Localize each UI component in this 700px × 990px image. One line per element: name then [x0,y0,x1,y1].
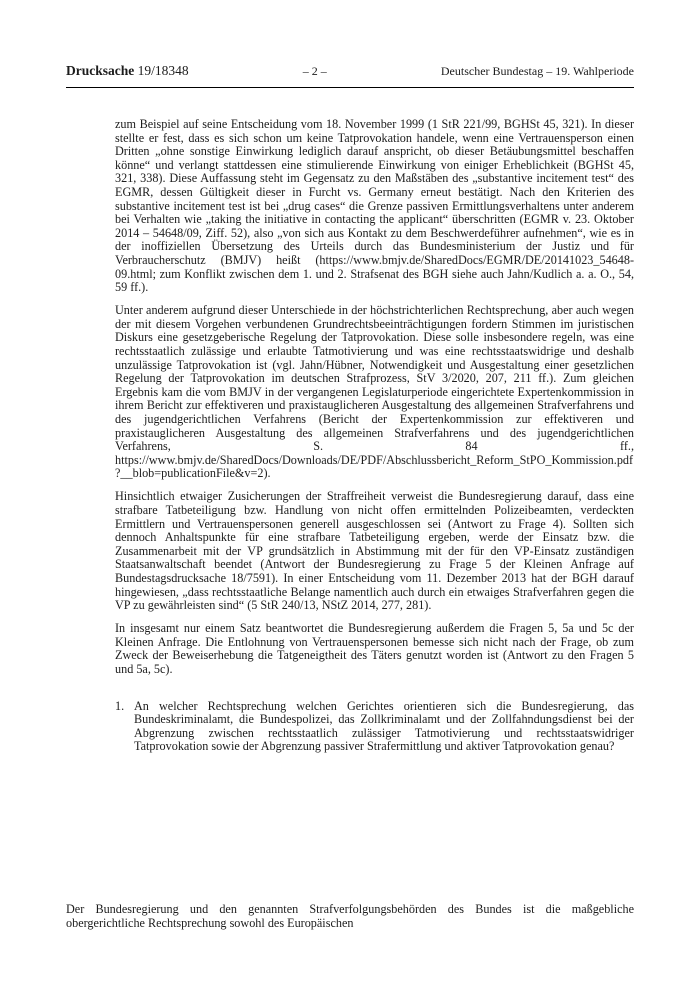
doc-number: 19/18348 [137,63,189,78]
question-item [115,700,634,754]
doc-reference [66,63,189,79]
paragraph: zum Beispiel auf seine Entscheidung vom 18. November 1999 (1 StR 221/99, BGHSt 45, 321). In dieser stellte er fest, dass es sich schon um keine Tatprovokation handele, wenn eine Vertrauensperson einen Dritten „ohne sonstige Einwirkung lediglich darauf anspricht, ob dieser Betäubungsmittel beschaffen könne“ und verlangt stattdessen eine stimulierende Einwirkung von einiger Erheblichkeit (BGHSt 45, 321, 338). Diese Auffassung steht im Gegensatz zu den Maßstäben des „substantive incitement test“ des EGMR, dessen Gültigkeit dieser in Furcht vs. Germany erneut bestätigt. Nach den Kriterien des substantive incitement test ist bei „drug cases“ die Grenze passiven Ermittlungsverhaltens unter anderem bei Verhalten wie „taking the initiative in contacting the applicant“ überschritten (EGMR v. 23. Oktober 2014 – 54648/09, Ziff. 52), also „von sich aus Kontakt zu dem Beschwerdeführer aufnehmen“, wie es in der inoffiziellen Übersetzung des Urteils durch das Bundesministerium der Justiz und für Verbraucherschutz (BMJV) heißt (https://www.bmjv.de/SharedDocs/EGMR/DE/20141023_54648-09.html; zum Konflikt zwischen dem 1. und 2. Strafsenat des BGH siehe auch Jahn/Kudlich a. a. O., 54, 59 ff.). [115,117,634,295]
header-divider [66,87,634,88]
doc-type-label: Drucksache [66,63,135,78]
question-number: 1. [115,698,125,713]
question-text: An welcher Rechtsprechung welchen Gerichtes orientieren sich die Bundesregierung, das Bundeskriminalamt, die Bundespolizei, das Zollkriminalamt und der Zollfahndungsdienst bei der Abgrenzung zwischen rechtsstaatlich zulässiger Tatmotivierung und rechtsstaatswidriger Tatprovokation sowie der Abgrenzung passiver Strafermittlung und aktiver Tatprovokation genau? [134,698,634,754]
paragraph: Hinsichtlich etwaiger Zusicherungen der Straffreiheit verweist die Bundesregierung darauf, dass eine strafbare Tatbeteiligung bzw. Handlung von nicht offen ermittelnden Polizeibeamten, verdeckten Ermittlern und Vertrauenspersonen generell ausgeschlossen sei (Antwort zu Frage 4). Sollten sich dennoch Anhaltspunkte für eine strafbare Tatbeteiligung ergeben, werde der Einsatz bzw. die Zusammenarbeit mit der VP grundsätzlich in Abstimmung mit der für den VP-Einsatz zuständigen Staatsanwaltschaft beendet (Antwort der Bundesregierung zu Frage 5 der Kleinen Anfrage auf Bundestagsdrucksache 18/7591). In einer Entscheidung vom 11. Dezember 2013 hat der BGH darauf hingewiesen, „dass rechtsstaatliche Belange namentlich auch durch ein etwaiges Strafverfahren gegen die VP zu gewährleisten sind“ (5 StR 240/13, NStZ 2014, 277, 281). [115,489,634,613]
parliament-label: Deutscher Bundestag – 19. Wahlperiode [440,64,634,78]
closing-paragraph: Der Bundesregierung und den genannten Strafverfolgungsbehörden des Bundes ist die maßgebliche obergerichtliche Rechtsprechung sowohl des Europäischen [66,902,634,930]
paragraph: In insgesamt nur einem Satz beantwortet die Bundesregierung außerdem die Fragen 5, 5a und 5c der Kleinen Anfrage. Die Entlohnung von Vertrauenspersonen bemesse sich nicht nach der Frage, ob zum Zweck der Beweiserhebung die Tatgeneigtheit des Täters genutzt worden ist (Antwort zu den Fragen 5 und 5a, 5c). [115,621,634,677]
page-header [66,63,634,79]
document-body [115,118,634,754]
paragraph: Unter anderem aufgrund dieser Unterschiede in der höchstrichterlichen Rechtsprechung, aber auch wegen der mit diesem Vorgehen verbundenen Grundrechtsbeeinträchtigungen fordern Stimmen im juristischen Diskurs eine gesetzgeberische Regelung der Tatprovokation. Diese solle insbesondere regeln, was eine rechtsstaatlich zulässige und erlaubte Tatmotivierung und was eine rechtsstaatswidrige und deshalb unzulässige Tatprovokation ist (vgl. Jahn/Hübner, Notwendigkeit und Ausgestaltung einer gesetzlichen Regelung der Tatprovokation im deutschen Strafprozess, StV 3/2020, 207, 211 ff.). Zum gleichen Ergebnis kam die vom BMJV in der vergangenen Legislaturperiode eingerichtete Expertenkommission in ihrem Bericht zur effektiveren und praxistauglicheren Ausgestaltung des allgemeinen Strafverfahrens und des jugendgerichtlichen Verfahrens (Bericht der Expertenkommission zur effektiveren und praxistauglicheren Ausgestaltung des allgemeinen Strafverfahrens und des jugendgerichtlichen Verfahrens, S. 84 ff., https://www.bmjv.de/SharedDocs/Downloads/DE/PDF/Abschlussbericht_Reform_StPO_Kommission.pdf?__blob=publicationFile&v=2). [115,303,634,481]
page-number: – 2 – [302,64,327,78]
